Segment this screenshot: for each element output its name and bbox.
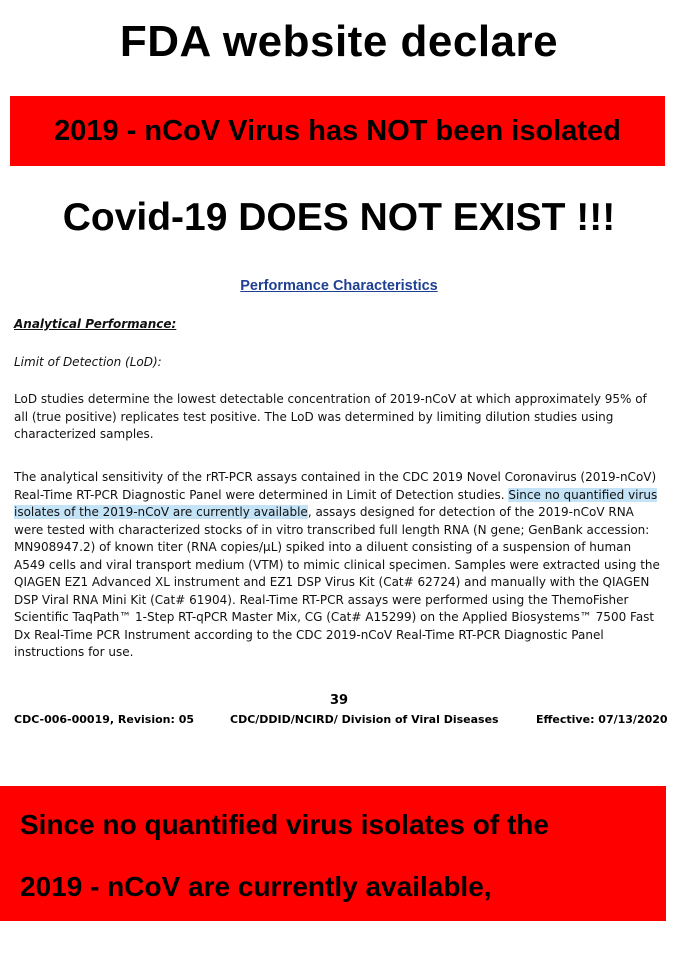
paragraph-text-after: , assays designed for detection of the 2019-nCoV RNA were tested with characterized stocks of in vitro transcribed full length RNA (N gene; GenBank accession: MN908947.2) of known titer (RNA copies/µL) spiked into a diluent consisting of a suspension of human A549 cells and viral transport medium (VTM) to mimic clinical specimen. Samples were extracted using the QIAGEN EZ1 Advanced XL instrument and EZ1 DSP Virus Kit (Cat# 62724) and manually with the QIAGEN DSP Viral RNA Mini Kit (Cat# 61904). Real-Time RT-PCR assays were performed using the ThemoFisher Scientific TaqPath™ 1-Step RT-qPCR Master Mix, CG (Cat# A15299) on the Applied Biosystems™ 7500 Fast Dx Real-Time PCR Instrument according to the CDC 2019-nCoV Real-Time RT-PCR Diagnostic Panel instructions for use. xyxy=(14,505,660,659)
paragraph-lod: LoD studies determine the lowest detectable concentration of 2019-nCoV at which approximately 95% of all (true positive) replicates test positive. The LoD was determined by limiting dilution studies using characterized samples. xyxy=(14,392,647,441)
section-heading: Analytical Performance: xyxy=(14,317,177,331)
bottom-banner xyxy=(0,786,666,921)
bottom-banner-line-2: 2019 - nCoV are currently available, xyxy=(20,871,492,902)
top-banner xyxy=(10,96,665,166)
sub-heading: Limit of Detection (LoD): xyxy=(14,355,162,369)
footer-division: CDC/DDID/NCIRD/ Division of Viral Diseases xyxy=(230,713,499,726)
footer-revision: CDC-006-00019, Revision: 05 xyxy=(14,713,195,726)
top-banner-text: 2019 - nCoV Virus has NOT been isolated xyxy=(54,114,621,147)
document-title: Performance Characteristics xyxy=(240,278,438,294)
footer-effective-date: Effective: 07/13/2020 xyxy=(536,713,668,726)
headline: FDA website declare xyxy=(119,17,559,66)
paragraph-text-before: The analytical sensitivity of the rRT-PCR assays contained in the CDC 2019 Novel Coronavirus (2019-nCoV) Real-Time RT-PCR Diagnostic Panel were determined in Limit of Detection studies. xyxy=(14,470,657,502)
page-number: 39 xyxy=(329,693,349,708)
highlighted-text: Since no quantified virus isolates of the 2019-nCoV are currently available xyxy=(14,487,658,519)
bottom-banner-line-1: Since no quantified virus isolates of the xyxy=(20,809,549,840)
claim-text: Covid-19 DOES NOT EXIST !!! xyxy=(62,196,616,239)
paragraph-sensitivity xyxy=(14,469,664,662)
